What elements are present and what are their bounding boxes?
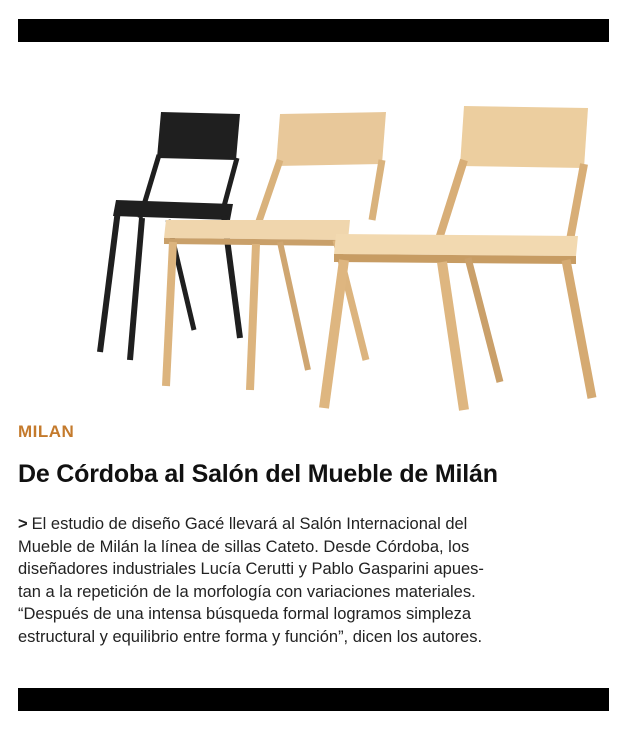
body-line-5: “Después de una intensa búsqueda formal logramos simpleza — [18, 605, 472, 623]
chairs-photo — [18, 60, 609, 412]
body-line-3: diseñadores industriales Lucía Cerutti y Pablo Gasparini apues- — [18, 560, 484, 578]
article-headline: De Córdoba al Salón del Mueble de Milán — [18, 460, 498, 488]
article-body — [18, 513, 609, 648]
bottom-decorative-bar — [18, 688, 609, 711]
body-line-2: Mueble de Milán la línea de sillas Cateto. Desde Córdoba, los — [18, 537, 470, 556]
body-line-4: tan a la repetición de la morfología con variaciones materiales. — [18, 582, 476, 601]
top-decorative-bar — [18, 19, 609, 42]
section-label: MILAN — [18, 422, 75, 441]
intro-marker: > — [18, 515, 28, 533]
body-line-6: estructural y equilibrio entre forma y función”, dicen los autores. — [18, 627, 483, 646]
body-line-1: > El estudio de diseño Gacé llevará al Salón Internacional del — [18, 515, 468, 533]
